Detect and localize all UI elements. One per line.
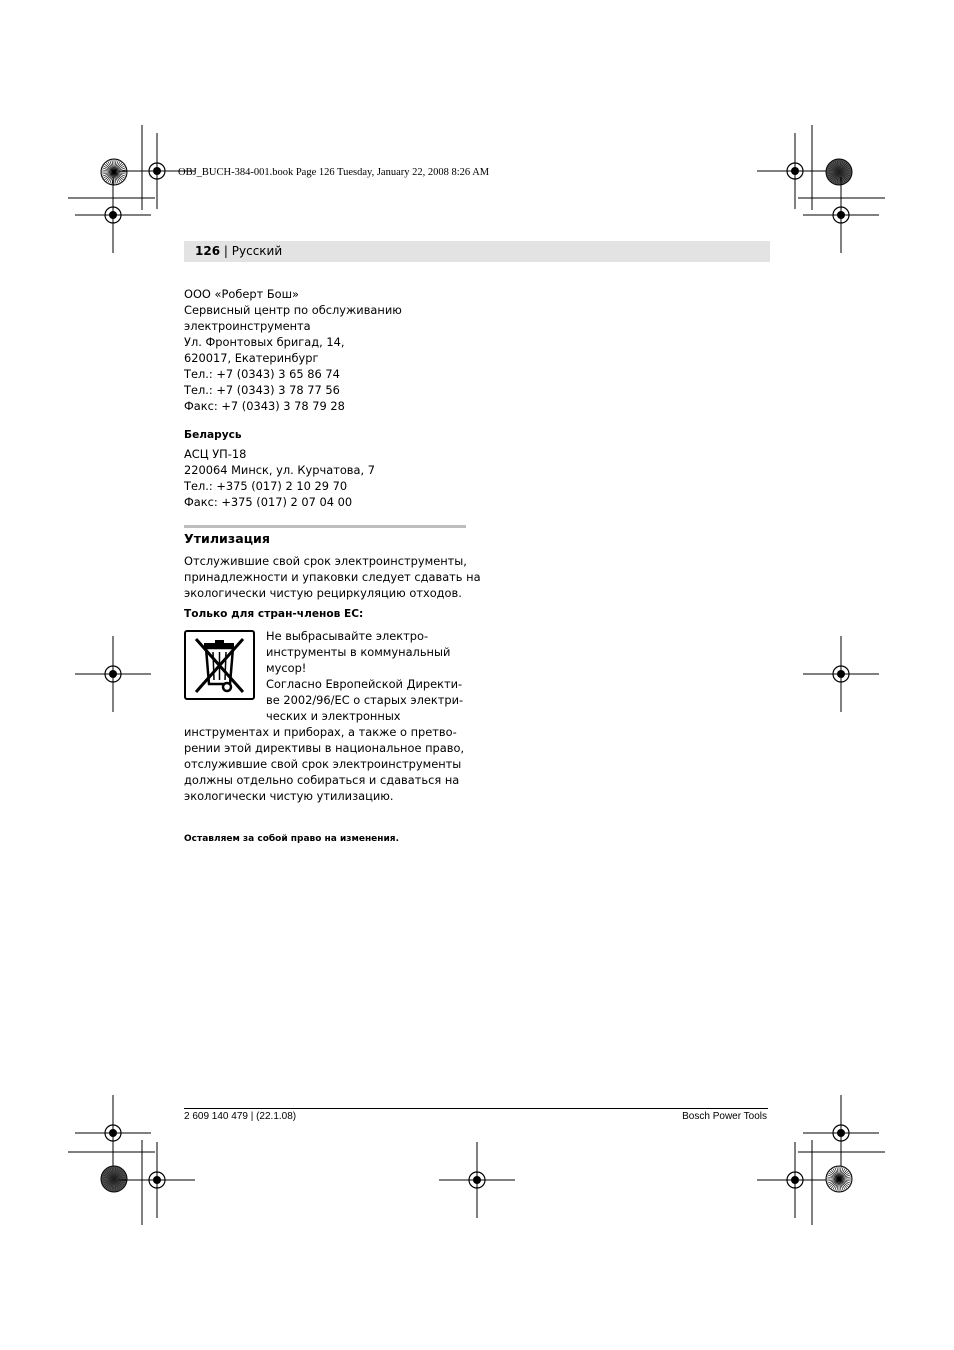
address-line: ООО «Роберт Бош» bbox=[184, 287, 300, 301]
paragraph-line: экологически чистую рециркуляцию отходов. bbox=[184, 586, 462, 600]
registration-star-icon bbox=[101, 159, 127, 185]
header-separator: | bbox=[223, 244, 228, 258]
header-language: Русский bbox=[231, 244, 283, 258]
address-line: Тел.: +7 (0343) 3 65 86 74 bbox=[184, 367, 340, 381]
registration-crosshair-icon bbox=[119, 1142, 195, 1218]
paragraph-line: отслужившие свой срок электроинструменты bbox=[184, 757, 462, 771]
belarus-heading: Беларусь bbox=[184, 429, 242, 441]
footer-brand: Bosch Power Tools bbox=[682, 1111, 767, 1122]
disposal-heading: Утилизация bbox=[184, 531, 270, 546]
address-belarus bbox=[184, 446, 468, 510]
registration-crosshair-icon bbox=[439, 1142, 515, 1218]
page-header bbox=[184, 241, 770, 262]
paragraph-line: должны отдельно собираться и сдаваться на bbox=[184, 773, 460, 787]
address-line: 620017, Екатеринбург bbox=[184, 351, 319, 365]
address-line: Тел.: +7 (0343) 3 78 77 56 bbox=[184, 383, 340, 397]
address-line: Факс: +375 (017) 2 07 04 00 bbox=[184, 495, 353, 509]
disposal-continued bbox=[184, 724, 464, 804]
paragraph-line: экологически чистую утилизацию. bbox=[184, 789, 394, 803]
address-line: Сервисный центр по обслуживанию bbox=[184, 303, 402, 317]
paragraph-line: ческих и электронных bbox=[266, 709, 401, 723]
registration-crosshair-icon bbox=[75, 636, 151, 712]
address-line: 220064 Минск, ул. Курчатова, 7 bbox=[184, 463, 375, 477]
section-divider bbox=[184, 525, 466, 528]
print-info: OBJ_BUCH-384-001.book Page 126 Tuesday, January 22, 2008 8:26 AM bbox=[178, 167, 490, 178]
rights-reserved-note: Оставляем за собой право на изменения. bbox=[184, 834, 400, 844]
page-number: 126 bbox=[195, 244, 221, 258]
footer-doc-number: 2 609 140 479 | (22.1.08) bbox=[184, 1111, 297, 1122]
registration-crosshair-icon bbox=[803, 1095, 879, 1171]
registration-star-icon bbox=[826, 159, 852, 185]
paragraph-line: Согласно Европейской Директи- bbox=[266, 677, 463, 691]
registration-crosshair-icon bbox=[803, 177, 879, 253]
eu-only-heading: Только для стран-членов ЕС: bbox=[184, 608, 364, 620]
address-russia bbox=[184, 286, 468, 414]
registration-crosshair-icon bbox=[803, 636, 879, 712]
paragraph-line: мусор! bbox=[266, 661, 307, 675]
registration-star-icon bbox=[826, 1166, 852, 1192]
footer-divider bbox=[184, 1108, 768, 1109]
registration-star-icon bbox=[101, 1166, 127, 1192]
crossed-out-wheelie-bin-icon bbox=[184, 630, 255, 700]
disposal-intro bbox=[184, 553, 481, 601]
paragraph-line: Не выбрасывайте электро- bbox=[266, 629, 429, 643]
address-line: Тел.: +375 (017) 2 10 29 70 bbox=[184, 479, 348, 493]
paragraph-line: инструменты в коммунальный bbox=[266, 645, 451, 659]
registration-crosshair-icon bbox=[757, 1142, 833, 1218]
paragraph-line: принадлежности и упаковки следует сдавать на bbox=[184, 570, 481, 584]
paragraph-line: рении этой директивы в национальное право, bbox=[184, 741, 465, 755]
disposal-icon-text bbox=[266, 628, 463, 724]
address-line: электроинструмента bbox=[184, 319, 311, 333]
address-line: АСЦ УП-18 bbox=[184, 447, 247, 461]
paragraph-line: ве 2002/96/ЕС о старых электри- bbox=[266, 693, 464, 707]
registration-crosshair-icon bbox=[75, 1095, 151, 1171]
registration-crosshair-icon bbox=[75, 177, 151, 253]
address-line: Факс: +7 (0343) 3 78 79 28 bbox=[184, 399, 345, 413]
paragraph-line: инструментах и приборах, а также о претво- bbox=[184, 725, 457, 739]
paragraph-line: Отслужившие свой срок электроинструменты, bbox=[184, 554, 467, 568]
address-line: Ул. Фронтовых бригад, 14, bbox=[184, 335, 345, 349]
